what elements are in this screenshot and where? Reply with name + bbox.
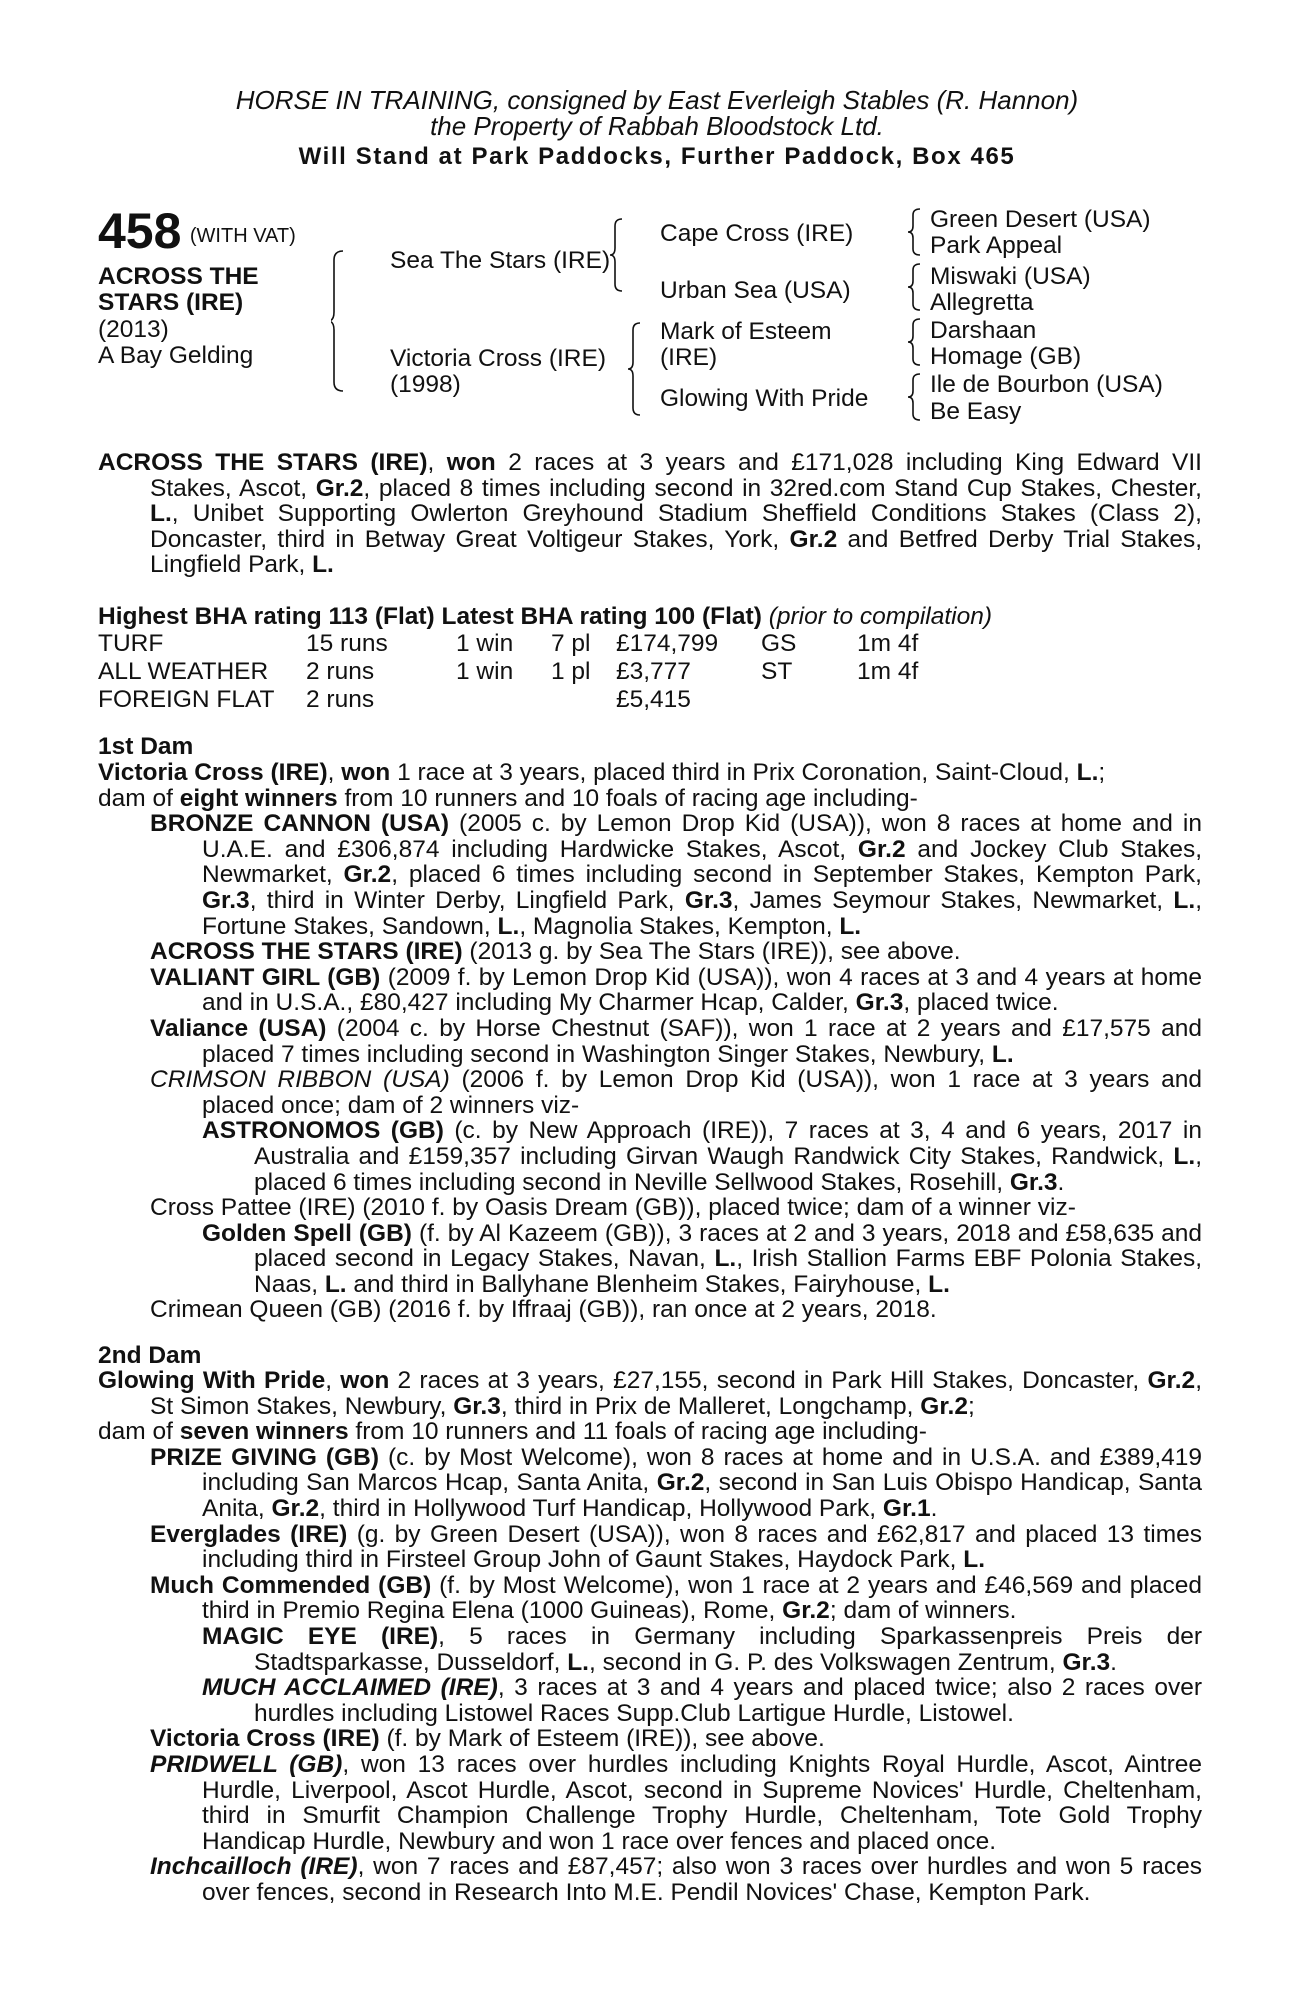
cell-money: £5,415	[616, 686, 691, 713]
cell-distance: 1m 4f	[857, 658, 919, 685]
table-row	[98, 630, 918, 658]
sire-sire: Cape Cross (IRE)	[660, 220, 854, 247]
cell-money: £3,777	[616, 658, 691, 685]
cell-placed: 7 pl	[551, 630, 591, 657]
cell-runs: 2 runs	[306, 686, 375, 713]
cell-going: GS	[761, 630, 797, 657]
cell-wins	[456, 686, 551, 714]
table-row	[98, 686, 918, 714]
gg-dam-3: Homage (GB)	[930, 343, 1082, 370]
dam-sire-line2: (IRE)	[660, 344, 718, 371]
sire: Sea The Stars (IRE)	[390, 247, 611, 274]
lot-number: 458	[98, 203, 182, 259]
ratings-headline	[98, 604, 992, 630]
cell-placed: 1 pl	[551, 658, 591, 685]
dam: Victoria Cross (IRE)	[390, 345, 607, 372]
pedigree-brace-dam	[628, 322, 642, 416]
pedigree-brace-g3c	[908, 318, 922, 366]
pedigree-brace-g3a	[908, 208, 922, 256]
gg-dam-4: Be Easy	[930, 398, 1022, 425]
first-dam-heading: 1st Dam	[98, 733, 194, 760]
ratings-note: (prior to compilation)	[768, 603, 992, 630]
location-line: Will Stand at Park Paddocks, Further Paddock, Box 465	[298, 143, 1016, 170]
pedigree-brace-g3b	[908, 263, 922, 311]
horse-name-line1: ACROSS THE	[98, 263, 259, 290]
cell-distance	[857, 686, 918, 714]
gg-sire-4: Ile de Bourbon (USA)	[930, 371, 1163, 398]
cell-going: ST	[761, 658, 793, 685]
lot-number-block	[98, 203, 296, 259]
gg-dam-1: Park Appeal	[930, 232, 1063, 259]
cell-distance: 1m 4f	[857, 630, 919, 657]
owner-line: the Property of Rabbah Bloodstock Ltd.	[430, 111, 884, 141]
cell-going	[761, 686, 857, 714]
foaling-year: (2013)	[98, 316, 169, 343]
consignor-line: HORSE IN TRAINING, consigned by East Everleigh Stables (R. Hannon)	[235, 85, 1079, 115]
vat-note: (WITH VAT)	[189, 225, 296, 247]
gg-sire-1: Green Desert (USA)	[930, 206, 1151, 233]
sire-dam: Urban Sea (USA)	[660, 277, 851, 304]
cell-runs: 15 runs	[306, 630, 388, 657]
dam-year: (1998)	[390, 371, 461, 398]
second-dam-heading: 2nd Dam	[98, 1342, 202, 1369]
cell-surface: FOREIGN FLAT	[98, 686, 275, 713]
cell-wins: 1 win	[456, 658, 514, 685]
race-record: ACROSS THE STARS (IRE), won 2 races at 3 years and £171,028 including King Edward VII Stakes, Ascot, Gr.2, placed 8 times including second in 32red.com Stand Cup Stakes, Chester, L., Unibet Supporting Owlerton Greyhound Stadium Sheffield Conditions Stakes (Class 2), Doncaster, third in Betway Great Voltigeur Stakes, York, Gr.2 and Betfred Derby Trial Stakes, Lingfield Park, L.	[98, 449, 1203, 579]
dam-dam: Glowing With Pride	[660, 385, 869, 412]
cell-surface: TURF	[98, 630, 164, 657]
gg-sire-3: Darshaan	[930, 317, 1037, 344]
cell-placed	[551, 686, 616, 714]
gg-sire-2: Miswaki (USA)	[930, 263, 1091, 290]
cell-money: £174,799	[616, 630, 719, 657]
ratings-table	[98, 630, 918, 714]
pedigree-brace-sire	[610, 218, 624, 292]
cell-runs: 2 runs	[306, 658, 375, 685]
second-dam-section: Glowing With Pride, won 2 races at 3 years, £27,155, second in Park Hill Stakes, Doncaster, Gr.2, St Simon Stakes, Newbury, Gr.3, third in Prix de Malleret, Longchamp, Gr.2; dam of seven winners from 10 runners and 11 foals of racing age including- PRIZE GIVING (GB) (c. by Most Welcome), won 8 races at home and in U.S.A. and £389,419 including San Marcos Hcap, Santa Anita, Gr.2, second in San Luis Obispo Handicap, Santa Anita, Gr.2, third in Hollywood Turf Handicap, Hollywood Park, Gr.1. Everglades (IRE) (g. by Green Desert (USA)), won 8 races and £62,817 and placed 13 times including third in Firsteel Group John of Gaunt Stakes, Haydock Park, L. Much Commended (GB) (f. by Most Welcome), won 1 race at 2 years and £46,569 and placed third in Premio Regina Elena (1000 Guineas), Rome, Gr.2; dam of winners. MAGIC EYE (IRE), 5 races in Germany including Sparkassenpreis Preis der Stadtsparkasse, Dusseldorf, L., second in G. P. des Volkswagen Zentrum, Gr.3. MUCH ACCLAIMED (IRE), 3 races at 3 and 4 years and placed twice; also 2 races over hurdles including Listowel Races Supp.Club Lartigue Hurdle, Listowel. Victoria Cross (IRE) (f. by Mark of Esteem (IRE)), see above. PRIDWELL (GB), won 13 races over hurdles including Knights Royal Hurdle, Ascot, Aintree Hurdle, Liverpool, Ascot Hurdle, Ascot, second in Supreme Novices' Hurdle, Cheltenham, third in Smurfit Champion Challenge Trophy Hurdle, Cheltenham, Tote Gold Trophy Handicap Hurdle, Newbury and won 1 race over fences and placed once. Inchcailloch (IRE), won 7 races and £87,457; also won 3 races over hurdles and won 5 races over fences, second in Research Into M.E. Pendil Novices' Chase, Kempton Park.	[98, 1367, 1203, 1906]
cell-surface: ALL WEATHER	[98, 658, 269, 685]
horse-name-line2: STARS (IRE)	[98, 289, 244, 316]
bha-ratings: Highest BHA rating 113 (Flat) Latest BHA rating 100 (Flat)	[98, 603, 762, 630]
horse-description: A Bay Gelding	[98, 342, 254, 369]
dam-sire-line1: Mark of Esteem	[660, 318, 832, 345]
first-dam-section: Victoria Cross (IRE), won 1 race at 3 years, placed third in Prix Coronation, Saint-Cloud, L.; dam of eight winners from 10 runners and 10 foals of racing age including- BRONZE CANNON (USA) (2005 c. by Lemon Drop Kid (USA)), won 8 races at home and in U.A.E. and £306,874 including Hardwicke Stakes, Ascot, Gr.2 and Jockey Club Stakes, Newmarket, Gr.2, placed 6 times including second in September Stakes, Kempton Park, Gr.3, third in Winter Derby, Lingfield Park, Gr.3, James Seymour Stakes, Newmarket, L., Fortune Stakes, Sandown, L., Magnolia Stakes, Kempton, L. ACROSS THE STARS (IRE) (2013 g. by Sea The Stars (IRE)), see above. VALIANT GIRL (GB) (2009 f. by Lemon Drop Kid (USA)), won 4 races at 3 and 4 years at home and in U.S.A., £80,427 including My Charmer Hcap, Calder, Gr.3, placed twice. Valiance (USA) (2004 c. by Horse Chestnut (SAF)), won 1 race at 2 years and £17,575 and placed 7 times including second in Washington Singer Stakes, Newbury, L. CRIMSON RIBBON (USA) (2006 f. by Lemon Drop Kid (USA)), won 1 race at 3 years and placed once; dam of 2 winners viz- ASTRONOMOS (GB) (c. by New Approach (IRE)), 7 races at 3, 4 and 6 years, 2017 in Australia and £159,357 including Girvan Waugh Randwick City Stakes, Randwick, L., placed 6 times including second in Neville Sellwood Stakes, Rosehill, Gr.3. Cross Pattee (IRE) (2010 f. by Oasis Dream (GB)), placed twice; dam of a winner viz- Golden Spell (GB) (f. by Al Kazeem (GB)), 3 races at 2 and 3 years, 2018 and £58,635 and placed second in Legacy Stakes, Navan, L., Irish Stallion Farms EBF Polonia Stakes, Naas, L. and third in Ballyhane Blenheim Stakes, Fairyhouse, L. Crimean Queen (GB) (2016 f. by Iffraaj (GB)), ran once at 2 years, 2018.	[98, 759, 1203, 1324]
table-row	[98, 658, 918, 686]
pedigree-brace-main	[331, 250, 345, 392]
cell-wins: 1 win	[456, 630, 514, 657]
gg-dam-2: Allegretta	[930, 289, 1034, 316]
pedigree-brace-g3d	[908, 373, 922, 421]
